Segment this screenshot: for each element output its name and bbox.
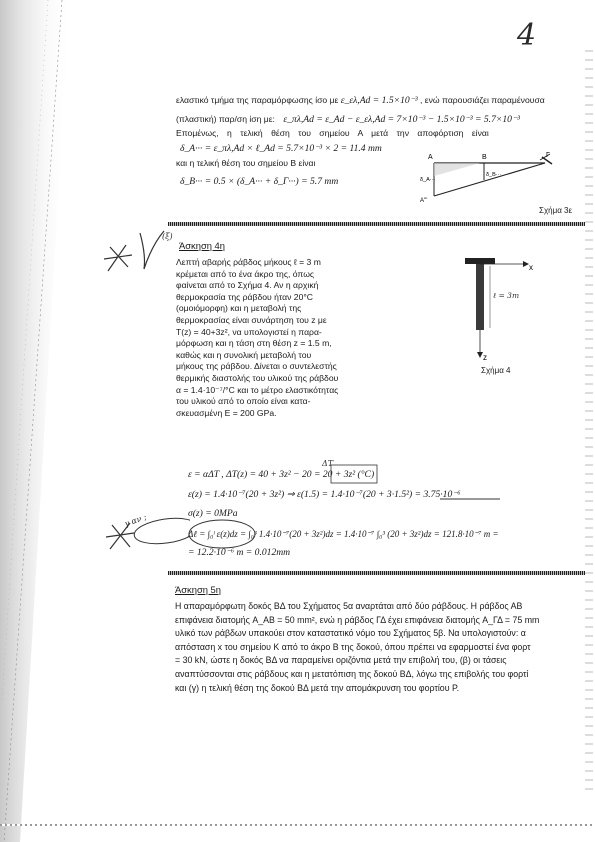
fig3e-label-b: B — [482, 154, 487, 161]
top-line2-equation: ε_πλ,Αd = ε_Αd − ε_ελ,Αd = 7×10⁻³ − 1.5×10⁻³ = 5.7×10⁻³ — [283, 114, 520, 125]
margin-note-2: γ αν ; — [123, 512, 148, 529]
figure-3e-caption: Σχήμα 3ε — [539, 206, 573, 215]
fig3e-label-db: δ_B··· — [486, 172, 502, 178]
ex4-line-6: θερμοκρασίας είναι συνάρτηση του z με — [176, 314, 327, 325]
fig4-axis-x: x — [529, 263, 533, 272]
ex4-equation-2: ε(z) = 1.4·10⁻⁷(20 + 3z²) ⇒ ε(1.5) = 1.4·10⁻⁷(20 + 3·1.5²) = 3.75·10⁻⁶ — [188, 489, 461, 500]
eq1-box-annotation — [330, 464, 380, 486]
ex5-line-7: και (γ) η τελική θέση της δοκού ΒΔ μετά την απομάκρυνση του φορτίου P. — [175, 682, 460, 693]
top-line1 — [176, 95, 545, 106]
ex5-line-3: υλικό των ράβδων υπακούει στον καταστατικό νόμο του Σχήματος 5β. Να υπολογιστούν: α — [175, 628, 526, 639]
ex5-line-1: Η απαραμόρφωτη δοκός ΒΔ του Σχήματος 5α αναρτάται από δύο ράβδους. Η ράβδος ΑΒ — [175, 601, 523, 611]
section-separator-1 — [168, 222, 588, 226]
exercise-5-heading: Άσκηση 5η — [175, 584, 221, 595]
fig3e-label-a: A — [428, 154, 433, 161]
figure-3e — [420, 148, 575, 210]
top-line2-text: (πλαστική) παρ/ση ίση με: — [176, 114, 275, 124]
top-delta-a-equation: δ_A··· = ε_πλ,Αd × ℓ_Αd = 5.7×10⁻³ × 2 = 11.4 mm — [180, 143, 382, 154]
ex4-line-12: α = 1.4·10⁻⁷/°C και το μέτρο ελαστικότητας — [176, 384, 339, 395]
fig4-axis-z: z — [483, 353, 487, 362]
ex5-line-2: επιφάνεια διατομής A_AB = 50 mm², ενώ η ράβδος ΓΔ έχει επιφάνεια διατομής A_ΓΔ = 75 mm — [175, 614, 540, 625]
fig3e-label-da: δ_A··· — [420, 177, 436, 183]
ex4-line-14: σκευασμένη E = 200 GPa. — [176, 407, 277, 418]
fig3e-label-aprime: A''' — [420, 198, 428, 204]
ex4-line-13: του υλικού από το οποίο είναι κατα- — [176, 396, 311, 407]
top-delta-b-equation: δ_B··· = 0.5 × (δ_A··· + δ_Γ···) = 5.7 mm — [180, 176, 339, 187]
exercise-5-statement — [175, 600, 539, 695]
fig3e-label-g: Γ — [546, 152, 550, 159]
ex4-line-4: θερμοκρασία της ράβδου ήταν 20°C — [176, 291, 314, 302]
handwritten-delta-t: ΔT — [322, 459, 334, 468]
ex4-equation-4: Δℓ = ∫₀ˡ ε(z)dz = ∫₀³ 1.4·10⁻⁷(20 + 3z²)dz = 1.4·10⁻⁷ ∫₀³ (20 + 3z²)dz = 121.8·10⁻⁷ m = — [188, 529, 499, 539]
ex4-line-11: θερμικής διαστολής του υλικού της ράβδου — [176, 372, 339, 383]
scan-right-edge — [585, 50, 593, 790]
figure-4 — [455, 254, 545, 364]
ex5-line-4: απόσταση x του σημείου Κ από το άκρο Β της δοκού, όπου πρέπει να εφαρμοστεί ένα φορτ — [175, 641, 531, 652]
ex4-equation-3: σ(z) = 0MPa — [188, 508, 238, 519]
ex4-line-2: κρέμεται από το ένα άκρο της, όπως — [176, 268, 315, 279]
ex4-equation-1: ε = αΔT , ΔT(z) = 40 + 3z² − 20 = 20 + 3z² (°C) — [188, 469, 375, 480]
figure-4-caption: Σχήμα 4 — [481, 366, 511, 375]
ex4-line-7: T(z) = 40+3z², να υπολογιστεί η παρα- — [176, 326, 322, 337]
ex4-line-8: μόρφωση και η τάση στη θέση z = 1.5 m, — [176, 338, 332, 349]
fig4-length-note: ℓ = 3m — [493, 291, 520, 300]
ex5-line-6: αναπτύσσονται στις ράβδους και η μετατόπιση της δοκού ΒΔ, λόγω της επιβολής του φορτί — [175, 668, 529, 679]
exercise-4-statement — [176, 257, 338, 419]
section-separator-2 — [168, 571, 588, 575]
ex4-line-1: Λεπτή αβαρής ράβδος μήκους ℓ = 3 m — [176, 257, 321, 267]
exercise-4-heading: Άσκηση 4η — [179, 240, 225, 251]
ex5-line-5: = 30 kN, ώστε η δοκός ΒΔ να παραμείνει οριζόντια μετά την επιβολή του, (β) οι τάσεις — [175, 655, 507, 666]
eq4-circle-annotation — [186, 516, 266, 552]
ex4-line-3: φαίνεται από το Σχήμα 4. Αν η αρχική — [176, 280, 319, 291]
ex4-line-10: μήκους της ράβδου. Δίνεται ο συντελεστής — [176, 361, 337, 372]
ex4-line-9: καθώς και η συνολική μεταβολή του — [176, 349, 312, 360]
scan-bottom-edge — [0, 824, 595, 826]
top-line1-tail: , ενώ παρουσιάζει παραμένουσα — [420, 95, 545, 105]
top-line5: και η τελική θέση του σημείου Β είναι — [176, 158, 316, 168]
top-line1-text: ελαστικό τμήμα της παραμόρφωσης ίσο με — [176, 95, 339, 105]
top-line2 — [176, 114, 520, 125]
ex4-line-5: (ομοιόμορφη) και η μεταβολή της — [176, 303, 302, 314]
top-line1-equation: ε_ελ,Αd = 1.5×10⁻³ — [340, 95, 418, 106]
eq2-result-underline — [440, 496, 502, 502]
page-number: 4 — [517, 18, 537, 53]
top-line3: Επομένως, η τελική θέση του σημείου Α μετά την αποφόρτιση είναι — [176, 128, 489, 138]
ex4-equation-5: = 12.2·10⁻⁶ m = 0.012mm — [188, 547, 291, 558]
margin-note-1: (ξ) — [162, 232, 173, 241]
